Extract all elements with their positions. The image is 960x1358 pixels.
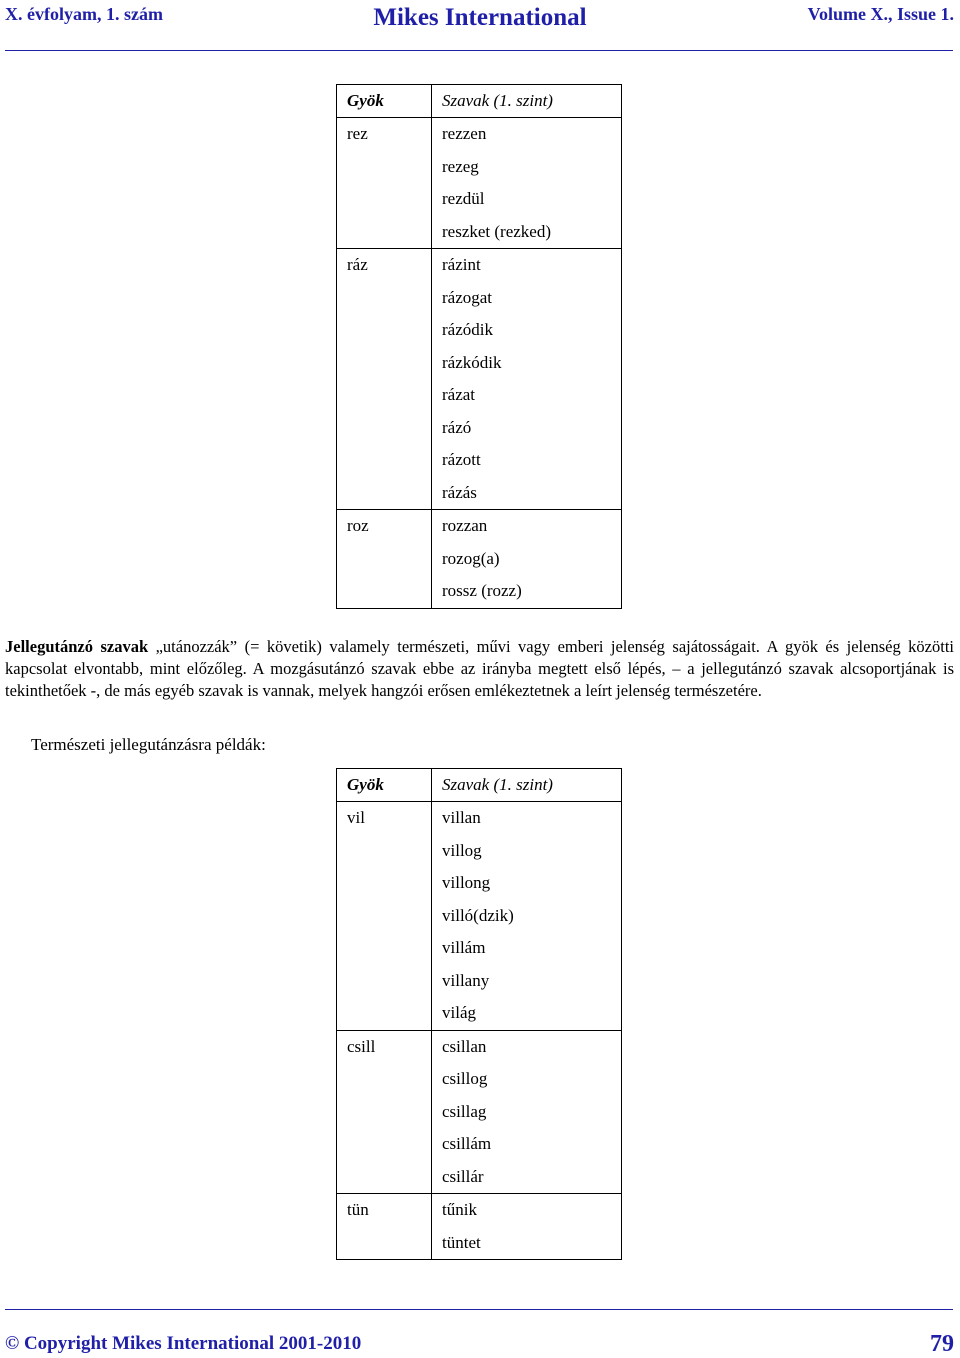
column-header-words: Szavak (1. szint) <box>442 91 553 110</box>
root-cell: rez <box>337 118 432 249</box>
word-item: tüntet <box>442 1232 481 1252</box>
table-header-row <box>337 85 622 118</box>
word-item: rázó <box>442 417 472 437</box>
paragraph-bold-lead: Jellegutánzó szavak <box>5 637 149 656</box>
word-item: villong <box>442 873 491 892</box>
word-item: rezdül <box>442 189 485 208</box>
footer-divider <box>5 1309 953 1310</box>
word-item: villám <box>442 938 486 957</box>
word-item: rázás <box>442 482 477 502</box>
word-item: csillag <box>442 1101 487 1121</box>
column-header-words: Szavak (1. szint) <box>442 775 553 794</box>
header-divider <box>5 50 953 51</box>
word-item: rázkódik <box>442 352 502 372</box>
word-item: villan <box>442 808 481 827</box>
root-cell: roz <box>337 510 432 609</box>
word-item: rázat <box>442 385 476 404</box>
words-cell <box>432 1194 622 1260</box>
words-cell <box>432 802 622 1031</box>
table-header-row <box>337 769 622 802</box>
table-row <box>337 118 622 249</box>
table-row <box>337 802 622 1031</box>
page-header <box>0 0 960 40</box>
body-paragraph <box>5 636 954 702</box>
word-item: rázott <box>442 450 481 469</box>
root-words-table-2 <box>336 768 622 1260</box>
paragraph-text: „utánozzák” (= követik) valamely természeti, művi vagy emberi jelenség sajátosságait. A gyök és jelenség közötti kapcsolat elvontabb, mint előzőleg. A mozgásutánzó szavak ebbe az irányba megtett első lépés, – a jellegutánzó szavak alcsoportjának is tekinthetőek -, de más egyéb szavak is vannak, melyek hangzói erősen emlékeztetnek a leírt jelenség természetére. <box>5 637 954 700</box>
words-cell <box>432 1030 622 1194</box>
header-issue-hu: X. évfolyam, 1. szám <box>5 4 163 24</box>
words-cell <box>432 510 622 609</box>
root-cell: vil <box>337 802 432 1031</box>
table-row <box>337 510 622 609</box>
word-item: rázogat <box>442 287 493 307</box>
root-cell: tün <box>337 1194 432 1260</box>
word-item: csillár <box>442 1166 484 1186</box>
table-row <box>337 1194 622 1260</box>
word-item: villany <box>442 970 490 990</box>
word-item: rozog(a) <box>442 548 500 568</box>
column-header-root: Gyök <box>337 769 432 802</box>
footer-page-number: 79 <box>930 1331 954 1357</box>
word-item: rezzen <box>442 124 487 143</box>
column-header-root: Gyök <box>337 85 432 118</box>
word-item: csillám <box>442 1134 492 1153</box>
word-item: rázint <box>442 255 481 274</box>
word-item: rozzan <box>442 516 488 535</box>
word-item: csillan <box>442 1036 487 1056</box>
table-row <box>337 1030 622 1194</box>
word-item: villog <box>442 840 482 860</box>
examples-lead-line: Természeti jellegutánzásra példák: <box>31 735 266 754</box>
word-item: rezeg <box>442 156 479 176</box>
words-cell <box>432 118 622 249</box>
header-publication-title: Mikes International <box>373 4 587 31</box>
word-item: világ <box>442 1003 476 1022</box>
word-item: rázódik <box>442 320 493 339</box>
word-item: csillog <box>442 1069 488 1088</box>
root-cell: csill <box>337 1030 432 1194</box>
header-issue-en: Volume X., Issue 1. <box>807 4 954 24</box>
footer-copyright: © Copyright Mikes International 2001-2010 <box>5 1333 362 1354</box>
root-words-table-1 <box>336 84 622 609</box>
words-cell <box>432 249 622 510</box>
word-item: tűnik <box>442 1200 477 1219</box>
word-item: villó(dzik) <box>442 905 514 925</box>
table-row <box>337 249 622 510</box>
root-cell: ráz <box>337 249 432 510</box>
word-item: rossz (rozz) <box>442 581 522 600</box>
word-item: reszket (rezked) <box>442 221 552 241</box>
